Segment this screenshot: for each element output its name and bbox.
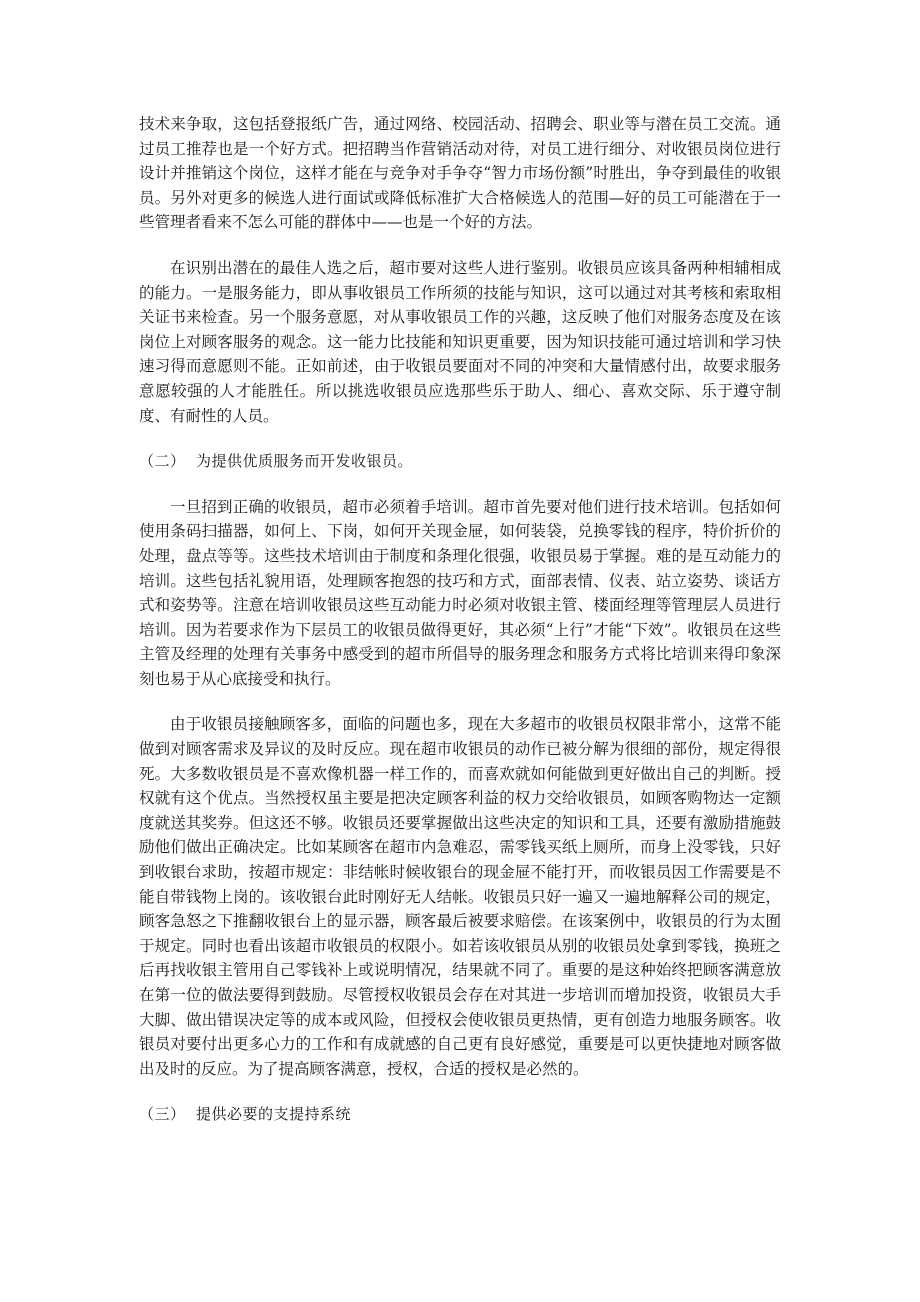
paragraph-candidate-screening: 在识别出潜在的最佳人选之后，超市要对这些人进行鉴别。收银员应该具备两种相辅相成的能力。一是服务能力，即从事收银员工作所须的技能与知识，这可以通过对其考核和索取相关证书来检查。另一个服务意愿，对从事收银员工作的兴趣，这反映了他们对服务态度及在该岗位上对顾客服务的观念。这一能力比技能和知识更重要，因为知识技能可通过培训和学习快速习得而意愿则不能。正如前述，由于收银员要面对不同的冲突和大量情感付出，故要求服务意愿较强的人才能胜任。所以挑选收银员应选那些乐于助人、细心、喜欢交际、乐于遵守制度、有耐性的人员。: [139, 258, 781, 425]
document-body: [139, 112, 781, 1148]
paragraph-empowerment: 由于收银员接触顾客多，面临的问题也多，现在大多超市的收银员权限非常小，这常不能做到对顾客需求及异议的及时反应。现在超市收银员的动作已被分解为很细的部份，规定得很死。大多数收银员是不喜欢像机器一样工作的，而喜欢就如何能做到更好做出自己的判断。授权就有这个优点。当然授权虽主要是把决定顾客利益的权力交给收银员，如顾客购物达一定额度就送其奖券。但这还不够。收银员还要掌握做出这些决定的知识和工具，还要有激励措施鼓励他们做出正确决定。比如某顾客在超市内急难忍，需零钱买纸上厕所，而身上没零钱，只好到收银台求助，按超市规定：非结帐时候收银台的现金屉不能打开，而收银员因工作需要是不能自带钱物上岗的。该收银台此时刚好无人结帐。收银员只好一遍又一遍地解释公司的规定，顾客急怒之下推翻收银台上的显示器，顾客最后被要求赔偿。在该案例中，收银员的行为太囿于规定。同时也看出该超市收银员的权限小。如若该收银员从别的收银员处拿到零钱，换班之后再找收银主管用自己零钱补上或说明情况，结果就不同了。重要的是这种始终把顾客满意放在第一位的做法要得到鼓励。尽管授权收银员会存在对其进一步培训而增加投资，收银员大手大脚、做出错误决定等的成本或风险，但授权会使收银员更热情，更有创造力地服务顾客。收银员对要付出更多心力的工作和有成就感的自己更有良好感觉，重要是可以更快捷地对顾客做出及时的反应。为了提高顾客满意，授权，合适的授权是必然的。: [139, 715, 781, 1078]
section-heading-2: （二） 为提供优质服务而开发收银员。: [139, 452, 414, 471]
paragraph-training: 一旦招到正确的收银员，超市必须着手培训。超市首先要对他们进行技术培训。包括如何使用条码扫描器，如何上、下岗，如何开关现金屉，如何装袋，兑换零钱的程序，特价折价的处理，盘点等等。这些技术培训由于制度和条理化很强，收银员易于掌握。难的是互动能力的培训。这些包括礼貌用语，处理顾客抱怨的技巧和方式，面部表情、仪表、站立姿势、谈话方式和姿势等。注意在培训收银员这些互动能力时必须对收银主管、楼面经理等管理层人员进行培训。因为若要求作为下层员工的收银员做得更好，其必须“上行”才能“下效”。收银员在这些主管及经理的处理有关事务中感受到的超市所倡导的服务理念和服务方式将比培训来得印象深刻也易于从心底接受和执行。: [139, 497, 781, 688]
paragraph-recruitment-channels: 技术来争取，这包括登报纸广告，通过网络、校园活动、招聘会、职业等与潜在员工交流。通过员工推荐也是一个好方式。把招聘当作营销活动对待，对员工进行细分、对收银员岗位进行设计并推销这个岗位，这样才能在与竞争对手争夺“智力市场份额”时胜出，争夺到最佳的收银员。另外对更多的候选人进行面试或降低标准扩大合格候选人的范围—好的员工可能潜在于一些管理者看来不怎么可能的群体中——也是一个好的方法。: [139, 115, 781, 232]
section-heading-3: （三） 提供必要的支提持系统: [139, 1105, 352, 1124]
